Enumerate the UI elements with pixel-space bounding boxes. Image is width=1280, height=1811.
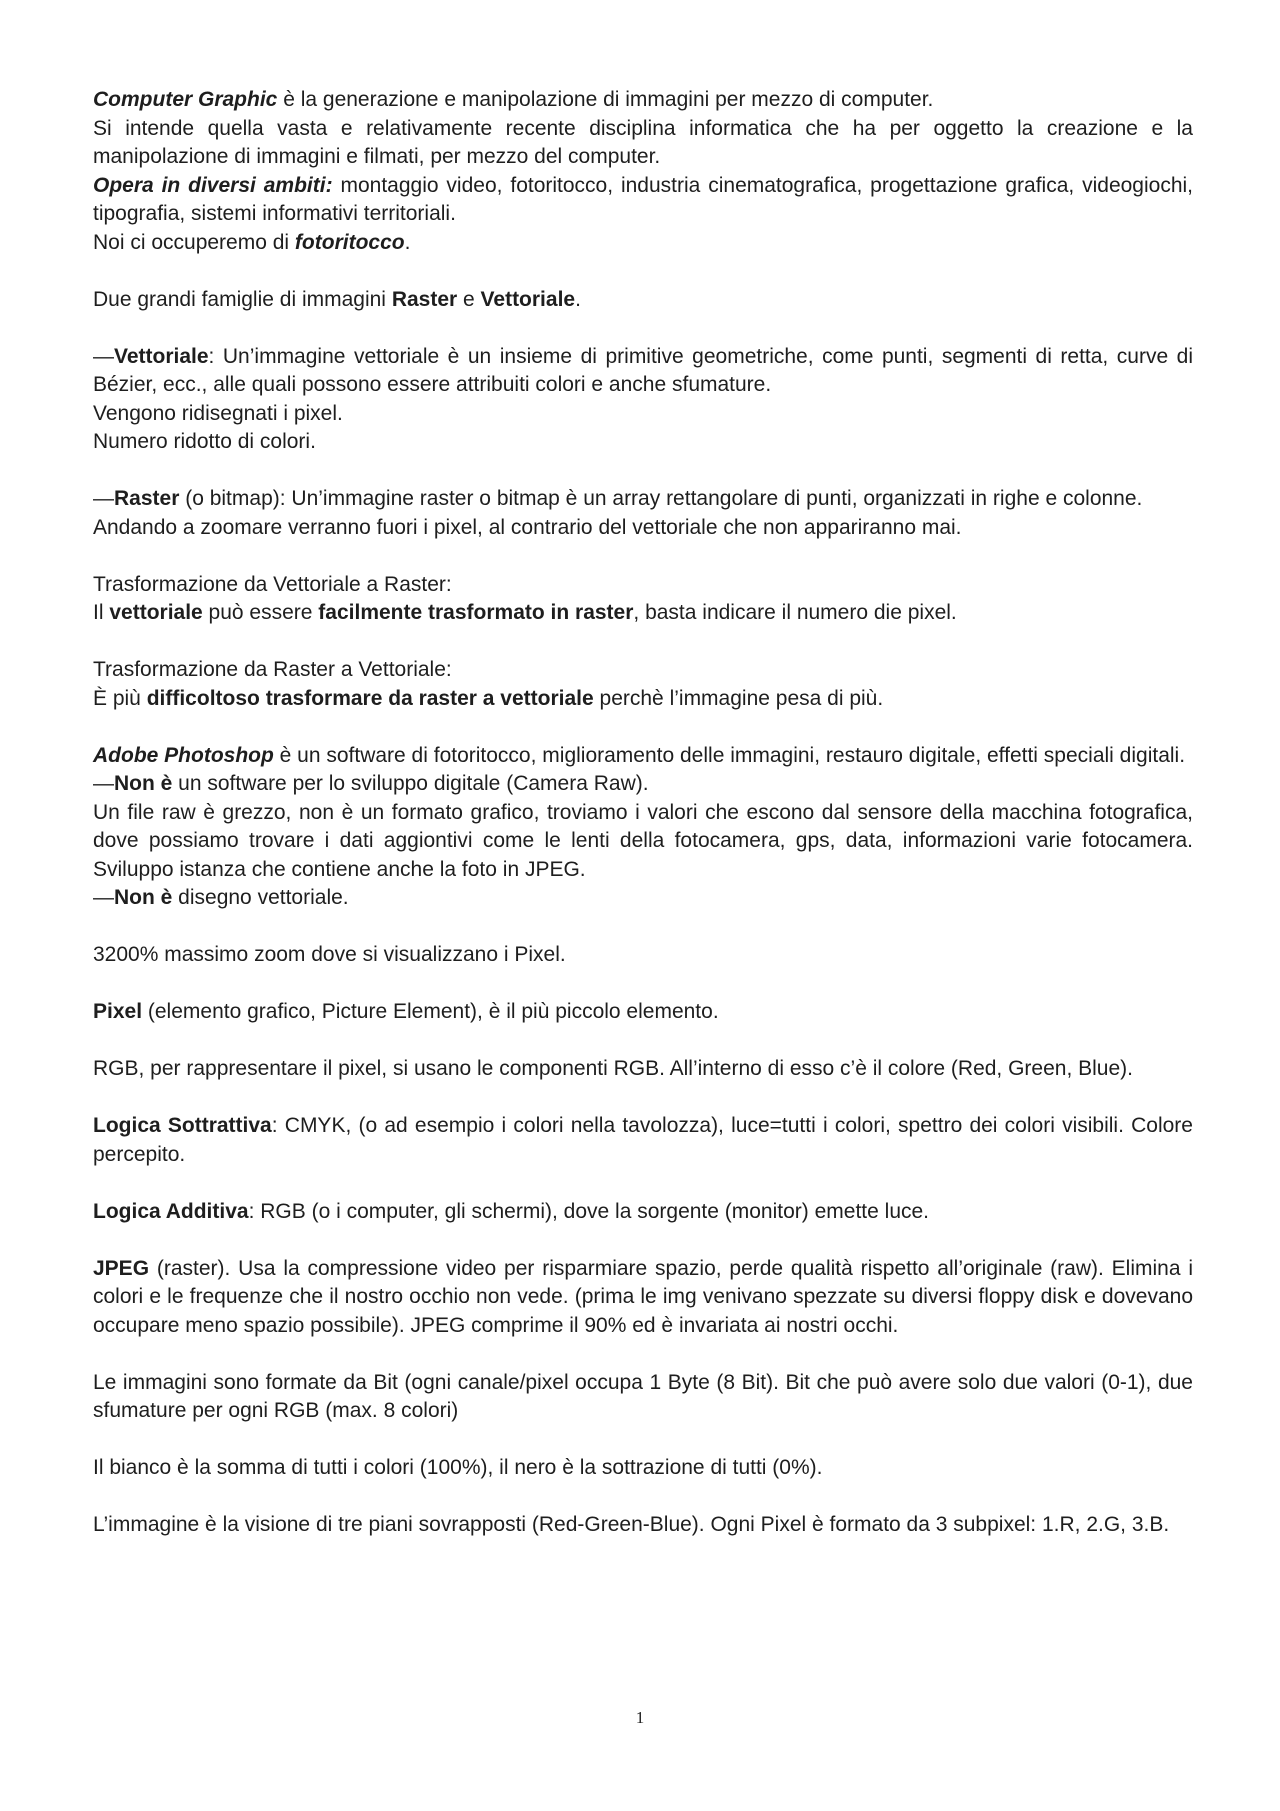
raster-line-2: Andando a zoomare verranno fuori i pixel, al contrario del vettoriale che non appariranno mai. — [93, 515, 962, 539]
term-computer-graphic: Computer Graphic — [93, 88, 278, 111]
v2r-text: Il vettoriale può essere facilmente trasformato in raster, basta indicare il numero die pixel. — [93, 601, 957, 624]
r2v-title: Trasformazione da Raster a Vettoriale: — [93, 658, 452, 681]
page-number: 1 — [635, 1708, 645, 1727]
document-page — [93, 86, 1193, 1540]
rgb-paragraph: RGB, per rappresentare il pixel, si usano le componenti RGB. All’interno di esso c’è il colore (Red, Green, Blue). — [93, 1057, 1133, 1080]
vettoriale-line-2: Vengono ridisegnati i pixel. — [93, 401, 343, 425]
photoshop-paragraph: Adobe Photoshop è un software di fotoritocco, miglioramento delle immagini, restauro digitale, effetti speciali digitali. — [93, 743, 1186, 767]
pixel-paragraph: Pixel (elemento grafico, Picture Element), è il più piccolo elemento. — [93, 1000, 719, 1023]
zoom-paragraph: 3200% massimo zoom dove si visualizzano i Pixel. — [93, 943, 566, 966]
intro-line-4: Noi ci occuperemo di fotoritocco. — [93, 230, 411, 254]
vettoriale-paragraph: —Vettoriale: Un’immagine vettoriale è un insieme di primitive geometriche, come punti, segmenti di retta, curve di Bézier, ecc., alle quali possono essere attribuiti colori e anche sfumature. — [93, 344, 1193, 396]
photoshop-raw: Un file raw è grezzo, non è un formato grafico, troviamo i valori che escono dal sensore della macchina fotografica, dove possiamo trovare i dati aggiontivi come le lenti della fotocamera, gps, data, informazioni varie fotocamera. Sviluppo istanza che contiene anche la foto in JPEG. — [93, 800, 1193, 881]
bianco-paragraph: Il bianco è la somma di tutti i colori (100%), il nero è la sottrazione di tutti (0%). — [93, 1456, 823, 1479]
intro-line-2: Si intende quella vasta e relativamente recente disciplina informatica che ha per oggetto la creazione e la manipolazione di immagini e filmati, per mezzo del computer. — [93, 116, 1193, 168]
photoshop-non-2: —Non è disegno vettoriale. — [93, 886, 349, 909]
immagine-paragraph: L’immagine è la visione di tre piani sovrapposti (Red-Green-Blue). Ogni Pixel è formato da 3 subpixel: 1.R, 2.G, 3.B. — [93, 1513, 1170, 1536]
v2r-title: Trasformazione da Vettoriale a Raster: — [93, 572, 452, 596]
photoshop-non-1: —Non è un software per lo sviluppo digitale (Camera Raw). — [93, 772, 649, 795]
term-photoshop: Adobe Photoshop — [93, 743, 274, 767]
vettoriale-line-3: Numero ridotto di colori. — [93, 430, 316, 453]
bit-paragraph: Le immagini sono formate da Bit (ogni canale/pixel occupa 1 Byte (8 Bit). Bit che può avere solo due valori (0-1), due sfumature per ogni RGB (max. 8 colori) — [93, 1370, 1193, 1422]
sottrattiva-paragraph: Logica Sottrattiva: CMYK, (o ad esempio i colori nella tavolozza), luce=tutti i colori, spettro dei colori visibili. Colore percepito. — [93, 1114, 1193, 1166]
intro-line-3: Opera in diversi ambiti: montaggio video, fotoritocco, industria cinematografica, progettazione grafica, videogiochi, tipografia, sistemi informativi territoriali. — [93, 173, 1193, 225]
raster-paragraph: —Raster (o bitmap): Un’immagine raster o bitmap è un array rettangolare di punti, organizzati in righe e colonne. — [93, 487, 1143, 510]
intro-line-1: Computer Graphic è la generazione e manipolazione di immagini per mezzo di computer. — [93, 88, 934, 111]
term-ambiti: Opera in diversi ambiti: — [93, 173, 333, 197]
term-fotoritocco: fotoritocco — [294, 230, 405, 254]
additiva-paragraph: Logica Additiva: RGB (o i computer, gli schermi), dove la sorgente (monitor) emette luce. — [93, 1199, 930, 1223]
r2v-text: È più difficoltoso trasformare da raster a vettoriale perchè l’immagine pesa di più. — [93, 686, 884, 710]
families-paragraph: Due grandi famiglie di immagini Raster e Vettoriale. — [93, 287, 581, 311]
jpeg-paragraph: JPEG (raster). Usa la compressione video per risparmiare spazio, perde qualità rispetto all’originale (raw). Elimina i colori e le frequenze che il nostro occhio non vede. (prima le img venivano spezzate su diversi floppy disk e dovevano occupare meno spazio possibile). JPEG comprime il 90% ed è invariata ai nostri occhi. — [93, 1256, 1193, 1337]
